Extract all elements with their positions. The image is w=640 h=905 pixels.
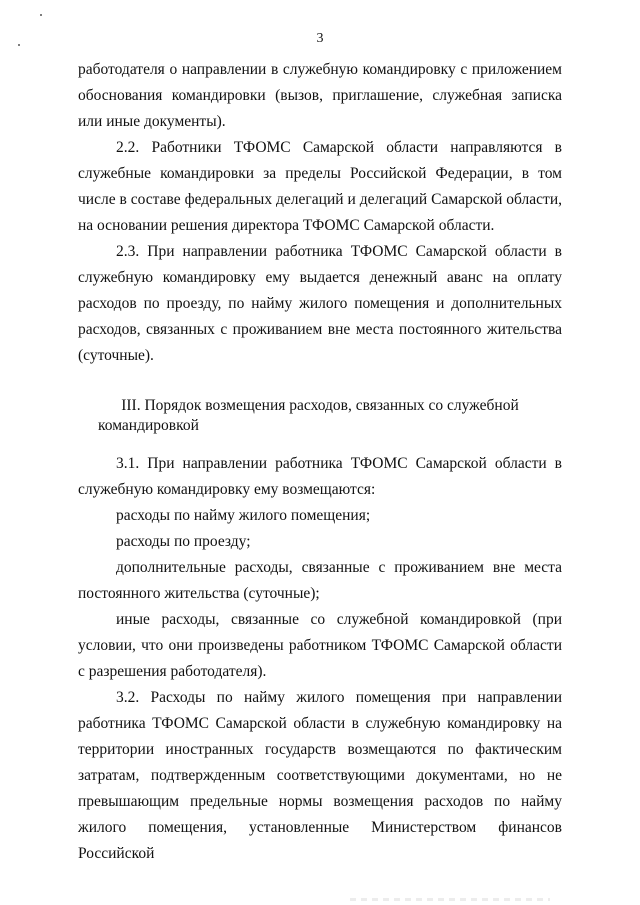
scan-speck — [40, 14, 42, 16]
paragraph-2-2: 2.2. Работники ТФОМС Самарской области направляются в служебные командировки за пределы Российской Федерации, в том числе в составе федеральных делегаций и делегаций Самарской области, на основании решения директора ТФОМС Самарской области. — [78, 139, 562, 234]
paragraph-continuation: работодателя о направлении в служебную командировку с приложением обоснования командировки (вызов, приглашение, служебная записка или иные документы). — [78, 61, 562, 130]
page-number: 3 — [316, 31, 324, 46]
paragraph-3-1: 3.1. При направлении работника ТФОМС Самарской области в служебную командировку ему возмещаются: — [78, 455, 562, 498]
list-item: расходы по проезду; — [116, 533, 251, 550]
list-item: дополнительные расходы, связанные с проживанием вне места постоянного жительства (суточные); — [78, 559, 562, 602]
paragraph-2-3: 2.3. При направлении работника ТФОМС Самарской области в служебную командировку ему выдается денежный аванс на оплату расходов по проезду, по найму жилого помещения и дополнительных расходов, связанных с проживанием вне места постоянного жительства (суточные). — [78, 243, 562, 364]
scan-bleed-through — [350, 898, 550, 901]
document-body — [78, 57, 562, 867]
list-item: иные расходы, связанные со служебной командировкой (при условии, что они произведены работником ТФОМС Самарской области с разрешения работодателя). — [78, 611, 562, 680]
section-heading: III. Порядок возмещения расходов, связанных со служебной командировкой — [98, 397, 519, 434]
list-item: расходы по найму жилого помещения; — [116, 507, 371, 524]
paragraph-3-2: 3.2. Расходы по найму жилого помещения при направлении работника ТФОМС Самарской области в служебную командировку на территории иностранных государств возмещаются по фактическим затратам, подтвержденным соответствующими документами, но не превышающим предельные нормы возмещения расходов по найму жилого помещения, установленные Министерством финансов Российской — [78, 689, 562, 862]
